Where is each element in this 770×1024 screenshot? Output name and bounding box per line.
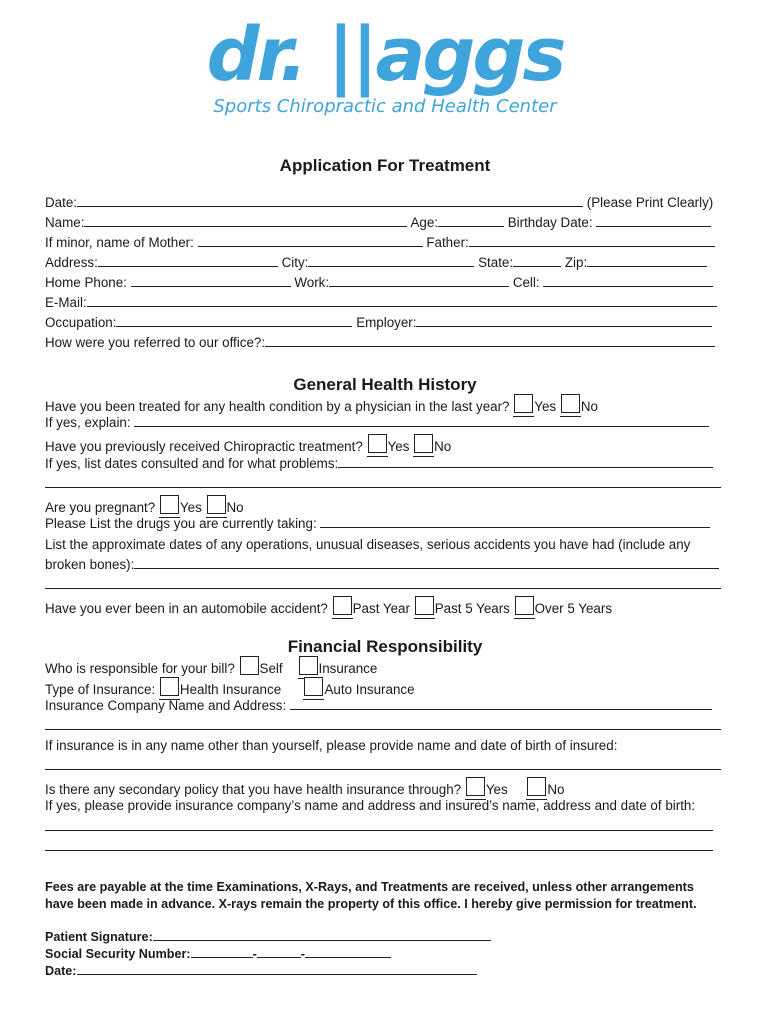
- father-field[interactable]: [469, 234, 715, 247]
- over-5-checkbox[interactable]: [515, 596, 534, 615]
- secondary-field-2[interactable]: [45, 838, 713, 851]
- minor-label: If minor, name of Mother:: [45, 235, 194, 250]
- occupation-row: [45, 314, 725, 332]
- name-label: Name:: [45, 215, 85, 230]
- email-field[interactable]: [87, 294, 717, 307]
- auto-ins-label: Auto Insurance: [324, 682, 415, 697]
- other-name-label: If insurance is in any name other than yourself, please provide name and date of birth of insured:: [45, 738, 618, 753]
- mother-field[interactable]: [198, 234, 423, 247]
- birthday-label: Birthday Date:: [507, 215, 593, 230]
- operations-label: List the approximate dates of any operations, unusual diseases, serious accidents you have had (include any: [45, 537, 691, 552]
- who-question: Who is responsible for your bill?: [45, 661, 235, 676]
- date-label: Date:: [45, 195, 78, 210]
- company-label: Insurance Company Name and Address:: [45, 698, 287, 713]
- chiro-question: Have you previously received Chiropractic treatment?: [45, 439, 363, 454]
- treated-no-label: No: [580, 399, 598, 414]
- chiro-dates-row: [45, 455, 725, 473]
- secondary-no-label: No: [547, 782, 565, 797]
- other-name-row: [45, 737, 725, 755]
- over-5-label: Over 5 Years: [534, 601, 613, 616]
- broken-label: broken bones):: [45, 557, 135, 572]
- signature-label: Patient Signature:: [45, 930, 153, 944]
- company-extra-row: [45, 717, 725, 735]
- signature-field[interactable]: [153, 928, 491, 941]
- email-row: [45, 294, 725, 312]
- state-field[interactable]: [513, 254, 561, 267]
- other-name-extra-row: [45, 757, 725, 775]
- cell-label: Cell:: [512, 275, 540, 290]
- company-field[interactable]: [290, 697, 712, 710]
- zip-field[interactable]: [587, 254, 707, 267]
- secondary-yes-checkbox[interactable]: [466, 777, 485, 796]
- print-clearly-note: (Please Print Clearly): [586, 195, 714, 210]
- auto-ins-checkbox[interactable]: [304, 677, 323, 696]
- ssn-dash-1: -: [252, 947, 257, 961]
- drugs-field[interactable]: [320, 515, 710, 528]
- financial-heading: Financial Responsibility: [287, 637, 483, 656]
- address-row: [45, 254, 725, 272]
- company-field-2[interactable]: [45, 717, 721, 730]
- city-field[interactable]: [308, 254, 474, 267]
- company-row: [45, 697, 725, 715]
- occupation-label: Occupation:: [45, 315, 117, 330]
- work-label: Work:: [294, 275, 330, 290]
- email-label: E-Mail:: [45, 295, 87, 310]
- ssn-dash-2: -: [300, 947, 305, 961]
- signed-date-row: [45, 962, 725, 980]
- chiro-dates-field[interactable]: [338, 455, 713, 468]
- operations-row: [45, 536, 725, 554]
- chiro-no-label: No: [434, 439, 452, 454]
- chiro-yes-label: Yes: [387, 439, 410, 454]
- secondary-line-2: [45, 838, 725, 856]
- self-checkbox[interactable]: [240, 656, 259, 675]
- ssn-field-3[interactable]: [305, 945, 391, 958]
- referred-field[interactable]: [265, 334, 715, 347]
- broken-row: [45, 556, 725, 574]
- who-row: [45, 656, 725, 679]
- insurance-checkbox[interactable]: [299, 656, 318, 675]
- address-field[interactable]: [98, 254, 278, 267]
- broken-field[interactable]: [134, 556, 719, 569]
- drugs-row: [45, 515, 725, 533]
- home-phone-field[interactable]: [131, 274, 291, 287]
- explain-label: If yes, explain:: [45, 415, 131, 430]
- health-ins-label: Health Insurance: [179, 682, 282, 697]
- age-field[interactable]: [438, 214, 504, 227]
- pregnant-question: Are you pregnant?: [45, 500, 156, 515]
- ssn-field-1[interactable]: [191, 945, 253, 958]
- occupation-field[interactable]: [116, 314, 352, 327]
- treated-yes-checkbox[interactable]: [514, 394, 533, 413]
- referred-label: How were you referred to our office?:: [45, 335, 266, 350]
- pregnant-no-checkbox[interactable]: [207, 495, 226, 514]
- age-label: Age:: [410, 215, 438, 230]
- chiro-no-checkbox[interactable]: [414, 434, 433, 453]
- minor-row: [45, 234, 725, 252]
- treated-yes-label: Yes: [534, 399, 557, 414]
- zip-label: Zip:: [564, 255, 588, 270]
- chiro-row: [45, 434, 725, 457]
- past-year-checkbox[interactable]: [333, 596, 352, 615]
- signed-date-label: Date:: [45, 964, 77, 978]
- insurance-label: Insurance: [318, 661, 378, 676]
- father-label: Father:: [426, 235, 469, 250]
- secondary-question: Is there any secondary policy that you have health insurance through?: [45, 782, 462, 797]
- cell-field[interactable]: [543, 274, 713, 287]
- self-label: Self: [259, 661, 283, 676]
- past-5-label: Past 5 Years: [434, 601, 510, 616]
- address-label: Address:: [45, 255, 98, 270]
- broken-extra-row: [45, 576, 725, 594]
- city-label: City:: [281, 255, 309, 270]
- form-title: Application For Treatment: [279, 156, 491, 175]
- treated-question: Have you been treated for any health condition by a physician in the last year?: [45, 399, 510, 414]
- drugs-label: Please List the drugs you are currently taking:: [45, 516, 317, 531]
- secondary-field-1[interactable]: [45, 818, 713, 831]
- home-phone-label: Home Phone:: [45, 275, 127, 290]
- referred-row: [45, 334, 725, 352]
- signature-row: [45, 928, 725, 946]
- secondary-no-checkbox[interactable]: [527, 777, 546, 796]
- chiro-dates-extra-row: [45, 475, 725, 493]
- pregnant-no-label: No: [226, 500, 244, 515]
- auto-row: [45, 596, 725, 619]
- pregnant-yes-label: Yes: [179, 500, 202, 515]
- secondary-line-1: [45, 818, 725, 836]
- chiro-yes-checkbox[interactable]: [368, 434, 387, 453]
- pregnant-yes-checkbox[interactable]: [160, 495, 179, 514]
- birthday-field[interactable]: [596, 214, 711, 227]
- other-name-field[interactable]: [45, 757, 721, 770]
- treated-no-checkbox[interactable]: [561, 394, 580, 413]
- name-field[interactable]: [84, 214, 407, 227]
- explain-row: [45, 414, 725, 432]
- secondary-info-row: [45, 797, 725, 815]
- fees-line-2: have been made in advance. X-rays remain the property of this office. I hereby give permission for treatment.: [45, 897, 697, 911]
- logo: [0, 12, 770, 117]
- logo-wordmark: dr. ||aggs: [206, 12, 564, 98]
- employer-field[interactable]: [416, 314, 712, 327]
- ssn-row: [45, 945, 725, 963]
- signed-date-field[interactable]: [77, 962, 477, 975]
- health-heading: General Health History: [293, 375, 477, 394]
- employer-label: Employer:: [356, 315, 417, 330]
- secondary-yes-label: Yes: [485, 782, 508, 797]
- type-label: Type of Insurance:: [45, 682, 156, 697]
- phone-row: [45, 274, 725, 292]
- secondary-info-label: If yes, please provide insurance company’s name and address and insured’s name, address and date of birth:: [45, 798, 696, 813]
- ssn-label: Social Security Number:: [45, 947, 191, 961]
- name-row: [45, 214, 725, 232]
- health-ins-checkbox[interactable]: [160, 677, 179, 696]
- past-year-label: Past Year: [352, 601, 410, 616]
- fees-line-1: Fees are payable at the time Examinations, X-Rays, and Treatments are received, unless other arrangements: [45, 880, 694, 894]
- state-label: State:: [478, 255, 514, 270]
- work-field[interactable]: [329, 274, 509, 287]
- chiro-dates-field-2[interactable]: [45, 475, 721, 488]
- explain-field[interactable]: [134, 414, 709, 427]
- date-field[interactable]: [77, 194, 583, 207]
- auto-question: Have you ever been in an automobile accident?: [45, 601, 328, 616]
- date-row: [45, 194, 725, 212]
- chiro-dates-label: If yes, list dates consulted and for what problems:: [45, 456, 339, 471]
- past-5-checkbox[interactable]: [415, 596, 434, 615]
- logo-tagline: Sports Chiropractic and Health Center: [213, 96, 557, 117]
- ssn-field-2[interactable]: [257, 945, 301, 958]
- broken-field-2[interactable]: [45, 576, 721, 589]
